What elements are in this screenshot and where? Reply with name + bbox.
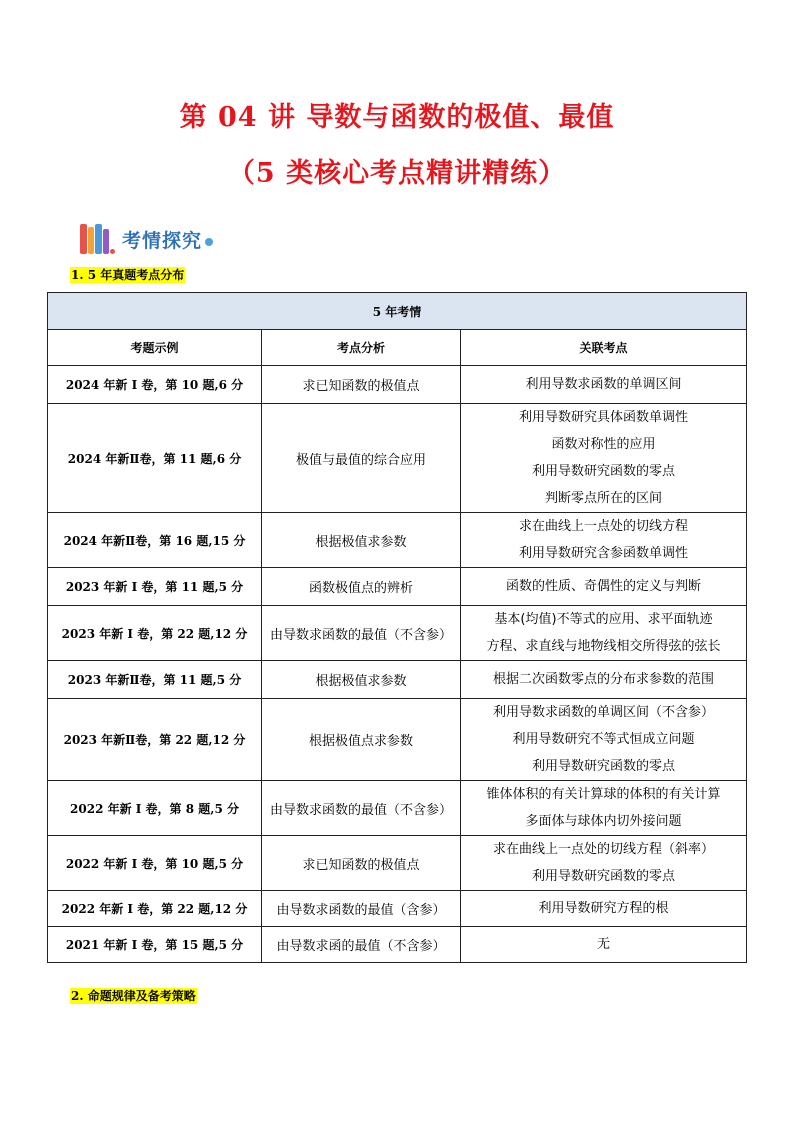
related-item: 利用导数研究不等式恒成立问题	[512, 732, 695, 747]
related-item: 基本(均值)不等式的应用、求平面轨迹	[494, 612, 713, 627]
related-cell	[461, 404, 747, 513]
related-cell	[461, 366, 747, 404]
table-row	[48, 568, 747, 606]
related-item: 利用导数研究函数的零点	[531, 759, 675, 774]
related-item: 函数对称性的应用	[551, 437, 656, 452]
analysis-cell: 根据极值求参数	[262, 661, 461, 699]
analysis-cell: 函数极值点的辨析	[262, 568, 461, 606]
table-row	[48, 513, 747, 568]
section-heading-2: 2. 命题规律及备考策略	[71, 989, 196, 1003]
column-header-related: 关联考点	[461, 330, 747, 366]
related-item: 判断零点所在的区间	[544, 491, 662, 506]
column-header-analysis: 考点分析	[262, 330, 461, 366]
analysis-cell: 由导数求函数的最值（含参）	[262, 891, 461, 927]
exam-cell: 2023 年新Ⅱ卷，第 22 题,12 分	[48, 699, 262, 781]
related-item: 求在曲线上一点处的切线方程（斜率）	[492, 842, 714, 857]
table-body	[48, 366, 747, 963]
exam-cell: 2022 年新 I 卷，第 8 题,5 分	[48, 781, 262, 836]
related-cell	[461, 699, 747, 781]
related-item: 利用导数研究含参函数单调性	[518, 546, 688, 561]
related-cell	[461, 661, 747, 699]
table-row	[48, 366, 747, 404]
section-heading-1: 1. 5 年真题考点分布	[71, 268, 185, 282]
related-item: 无	[596, 937, 610, 952]
analysis-cell: 根据极值求参数	[262, 513, 461, 568]
table-caption: 5 年考情	[48, 293, 747, 330]
exam-cell: 2022 年新 I 卷，第 10 题,5 分	[48, 836, 262, 891]
analysis-cell: 极值与最值的综合应用	[262, 404, 461, 513]
exam-cell: 2024 年新Ⅱ卷，第 11 题,6 分	[48, 404, 262, 513]
exam-cell: 2023 年新 I 卷，第 22 题,12 分	[48, 606, 262, 661]
related-item: 利用导数求函数的单调区间（不含参）	[492, 705, 714, 720]
exam-cell: 2023 年新 I 卷，第 11 题,5 分	[48, 568, 262, 606]
exam-cell: 2024 年新Ⅱ卷，第 16 题,15 分	[48, 513, 262, 568]
exam-cell: 2022 年新 I 卷，第 22 题,12 分	[48, 891, 262, 927]
exam-cell: 2021 年新 I 卷，第 15 题,5 分	[48, 927, 262, 963]
banner-label: 考情探究	[122, 229, 203, 252]
analysis-cell: 由导数求函数的最值（不含参）	[262, 781, 461, 836]
table-row	[48, 836, 747, 891]
table-row	[48, 404, 747, 513]
page-subtitle: （5 类核心考点精讲精练）	[227, 158, 567, 189]
analysis-cell: 由导数求函的最值（不含参）	[262, 927, 461, 963]
related-item: 利用导数求函数的单调区间	[525, 377, 682, 392]
related-item: 利用导数研究函数的零点	[531, 869, 675, 884]
table-row	[48, 927, 747, 963]
related-cell	[461, 781, 747, 836]
page-title: 第 04 讲 导数与函数的极值、最值	[179, 102, 615, 133]
related-cell	[461, 568, 747, 606]
related-item: 锥体体积的有关计算球的体积的有关计算	[486, 787, 721, 802]
exam-table	[47, 292, 747, 963]
related-item: 方程、求直线与地物线相交所得弦的弦长	[486, 639, 721, 654]
dot-icon	[205, 238, 213, 246]
related-cell	[461, 891, 747, 927]
related-cell	[461, 836, 747, 891]
table-row	[48, 606, 747, 661]
table-row	[48, 699, 747, 781]
related-item: 利用导数研究方程的根	[538, 901, 669, 916]
related-item: 利用导数研究函数的零点	[531, 464, 675, 479]
related-cell	[461, 606, 747, 661]
related-cell	[461, 513, 747, 568]
analysis-cell: 求已知函数的极值点	[262, 366, 461, 404]
exam-cell: 2023 年新Ⅱ卷，第 11 题,5 分	[48, 661, 262, 699]
related-item: 函数的性质、奇偶性的定义与判断	[505, 579, 701, 594]
table-row	[48, 661, 747, 699]
section-banner	[80, 222, 213, 256]
analysis-cell: 求已知函数的极值点	[262, 836, 461, 891]
analysis-cell: 由导数求函数的最值（不含参）	[262, 606, 461, 661]
table-row	[48, 781, 747, 836]
column-header-exam: 考题示例	[48, 330, 262, 366]
related-item: 利用导数研究具体函数单调性	[518, 410, 688, 425]
analysis-cell: 根据极值点求参数	[262, 699, 461, 781]
related-item: 多面体与球体内切外接问题	[525, 814, 682, 829]
books-icon	[80, 224, 120, 254]
related-item: 求在曲线上一点处的切线方程	[518, 519, 688, 534]
related-item: 根据二次函数零点的分布求参数的范围	[492, 672, 714, 687]
exam-cell: 2024 年新 I 卷，第 10 题,6 分	[48, 366, 262, 404]
table-row	[48, 891, 747, 927]
related-cell	[461, 927, 747, 963]
